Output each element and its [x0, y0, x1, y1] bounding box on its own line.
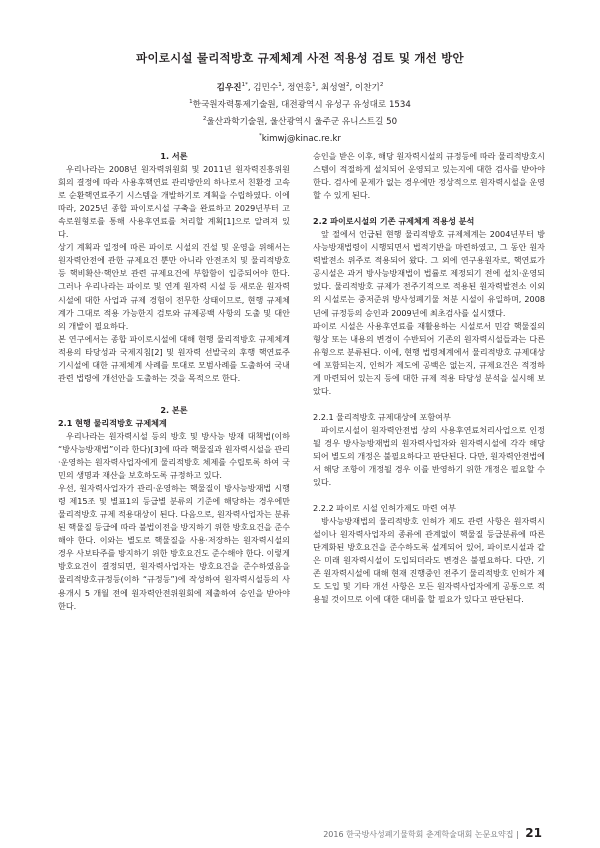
subsection-heading: 2.1 현행 물리적방호 규제체계: [58, 417, 167, 428]
footer-text: 2016 한국방사성폐기물학회 춘계학술대회 논문요약집: [323, 830, 514, 839]
paragraph: 상기 계획과 일정에 따른 파이로 시설의 건설 및 운영을 위해서는 원자력안전에 관한 규제요건 뿐만 아니라 안전조치 및 물리적방호 등 핵비확산·핵안보 관련 규제요건에 부합함이 입증되어야 한다. 그러나 우리나라는 파이로 및 연계 원자력 시설 등 새로운 원자력시설에 대한 사업과 규제 경험이 전무한 상태이므로, 현행 규제체계가 그대로 적용 가능한지 검토와 규제공백 사항의 도출 및 대안의 개발이 필요하다.: [58, 242, 290, 331]
affiliation-text: 한국원자력통제기술원, 대전광역시 유성구 유성대로 1534: [192, 99, 411, 110]
paragraph: 우리나라는 원자력시설 등의 방호 및 방사능 방재 대책법(이하 “방사능방재법”이라 한다)[3]에 따라 핵물질과 원자력시설을 관리·운영하는 원자력사업자에게 물리적방호 체제를 수립토록 하여 국민의 생명과 재산을 보호하도록 규정하고 있다.: [58, 430, 290, 481]
right-column: [313, 150, 545, 607]
author-sup: 2: [379, 82, 384, 88]
co-author: , 정연홍: [281, 82, 313, 93]
subsection-heading: 2.2 파이로시설의 기존 규제체계 적용성 분석: [313, 216, 475, 227]
left-column: [58, 150, 290, 613]
subsubsection-heading: 2.2.1 물리적방호 규제대상에 포함여부: [313, 411, 451, 422]
paper-title: 파이로시설 물리적방호 규제체계 사전 적용성 검토 및 개선 방안: [136, 51, 464, 65]
paragraph: 앞 절에서 언급된 현행 물리적방호 규제체계는 2004년부터 방사능방재법령이 시행되면서 법적기반을 마련하였고, 그 동안 원자력발전소 위주로 적용되어 왔다. 그 외에 연구용원자로, 핵연료가공시설은 과거 방사능방재법이 법률로 제정되기 전에 설치·운영되었다. 물리적방호 규제가 전주기적으로 적용된 원자력발전소 이외의 시설로는 중저준위 방사성폐기물 처분 시설이 유일하며, 2008년에 규정등의 승인과 2009년에 최초검사를 실시했다.: [313, 229, 545, 318]
page-footer: [323, 826, 542, 840]
paragraph: 파이로 시설은 사용후연료를 재활용하는 시설로서 민감 핵물질의 형상 또는 내용의 변경이 수반되어 기존의 원자력시설들과는 다른 유형으로 분류된다. 이에, 현행 법령체계에서 물리적방호 규제대상에 포함되는지, 인허가 제도에 공백은 없는지, 규제요건은 적정하게 마련되어 있는지 등에 대한 규제 적용 타당성 분석을 실시해 보았다.: [313, 320, 545, 396]
author-sup: 2: [345, 82, 350, 88]
paragraph: 우선, 원자력사업자가 관리·운영하는 핵물질이 방사능방재법 시행령 제15조 및 별표1의 등급별 분류의 기준에 해당하는 경우에만 물리적방호 규제 적용대상이 된다. 다음으로, 원자력사업자는 분류된 핵물질 등급에 따라 불법이전을 방지하기 위한 방호요건을 준수해야 한다. 이와는 별도로 핵물질을 사용·저장하는 원자력시설의 경우 사보타주를 방지하기 위한 방호요건도 준수해야 한다. 이렇게 방호요건이 결정되면, 원자력사업자는 방호요건을 준수하였음을 물리적방호규정등(이하 “규정등”)에 작성하여 원자력시설등의 사용개시 5 개월 전에 원자력안전위원회에 제출하여 승인을 받아야 한다.: [58, 483, 290, 611]
subsubsection-heading: 2.2.2 파이로 시설 인허가제도 마련 여부: [313, 503, 456, 514]
author-block: [0, 78, 600, 145]
section-heading-main: 2. 본론: [160, 404, 188, 415]
footer-separator: |: [516, 830, 519, 839]
co-author: , 이찬기: [349, 82, 380, 93]
author-email: [0, 129, 600, 146]
affiliation-2: [0, 112, 600, 129]
affiliation-text: 울산과학기술원, 울산광역시 울주군 유니스트길 50: [206, 116, 398, 127]
section-heading-introduction: 1. 서론: [160, 151, 188, 161]
main-author: 김우진: [216, 82, 242, 93]
affiliation-sup: 1: [189, 98, 193, 105]
email-text: kimwj@kinac.re.kr: [261, 133, 341, 144]
paragraph: 파이로시설이 원자력안전법 상의 사용후연료처리사업으로 인정될 경우 방사능방재법의 원자력사업자와 원자력시설에 각각 해당되어 별도의 개정은 불필요하다고 판단된다. 다만, 원자력안전법에서 해당 조항이 개정될 경우 이를 반영하기 위한 개정은 필요할 수 있다.: [313, 424, 545, 488]
email-sup: *: [259, 132, 262, 139]
page-number: 21: [525, 826, 542, 840]
author-sup: 1: [278, 82, 282, 88]
co-author: , 최성열: [315, 82, 346, 93]
affiliation-1: [0, 95, 600, 112]
paragraph: 방사능방재법의 물리적방호 인허가 제도 관련 사항은 원자력시설이나 원자력사업자의 종류에 관계없이 핵물질 등급분류에 따른 단계화된 방호요건을 준수하도록 설계되어 있어, 파이로시설과 같은 미래 원자력시설이 도입되더라도 변경은 불필요하다. 다만, 기존 원자력시설에 대해 현재 진행중인 전주기 물리적방호 인허가 제도 도입 및 기타 개선 사항은 모든 원자력사업자에게 공통으로 적용될 것이므로 이에 대한 대비를 할 필요가 있다고 판단된다.: [313, 516, 545, 605]
author-list: [0, 78, 600, 95]
paragraph: 우리나라는 2008년 원자력위원회 및 2011년 원자력진흥위원회의 결정에 따라 사용후핵연료 관리방안의 하나로서 친환경 고속로 순환핵연료주기 시스템을 개발하기로 계획을 수립하였다. 이에 따라, 2025년 종합 파이로시설 구축을 완료하고 2029년부터 고속로원형로를 통해 사용후연료를 처리할 계획[1]으로 알려져 있다.: [58, 164, 290, 240]
affiliation-sup: 2: [202, 115, 207, 122]
author-sup: 1: [312, 82, 316, 88]
co-author: , 김민수: [247, 82, 279, 93]
author-sup: 1*: [241, 82, 248, 88]
paragraph: 승인을 받은 이후, 해당 원자력시설의 규정등에 따라 물리적방호시스템이 적절하게 설치되어 운영되고 있는지에 대한 검사를 받아야 한다. 검사에 문제가 없는 경우에만 정상적으로 원자력시설을 운영할 수 있게 된다.: [313, 151, 545, 201]
paragraph: 본 연구에서는 종합 파이로시설에 대해 현행 물리적방호 규제체계 적용의 타당성과 국제지침[2] 및 원자력 선발국의 후행 핵연료주기시설에 대한 규제체계 사례를 토대로 모범사례를 도출하여 국내 관련 법령에 개선안을 도출하는 것을 목적으로 한다.: [58, 333, 290, 383]
